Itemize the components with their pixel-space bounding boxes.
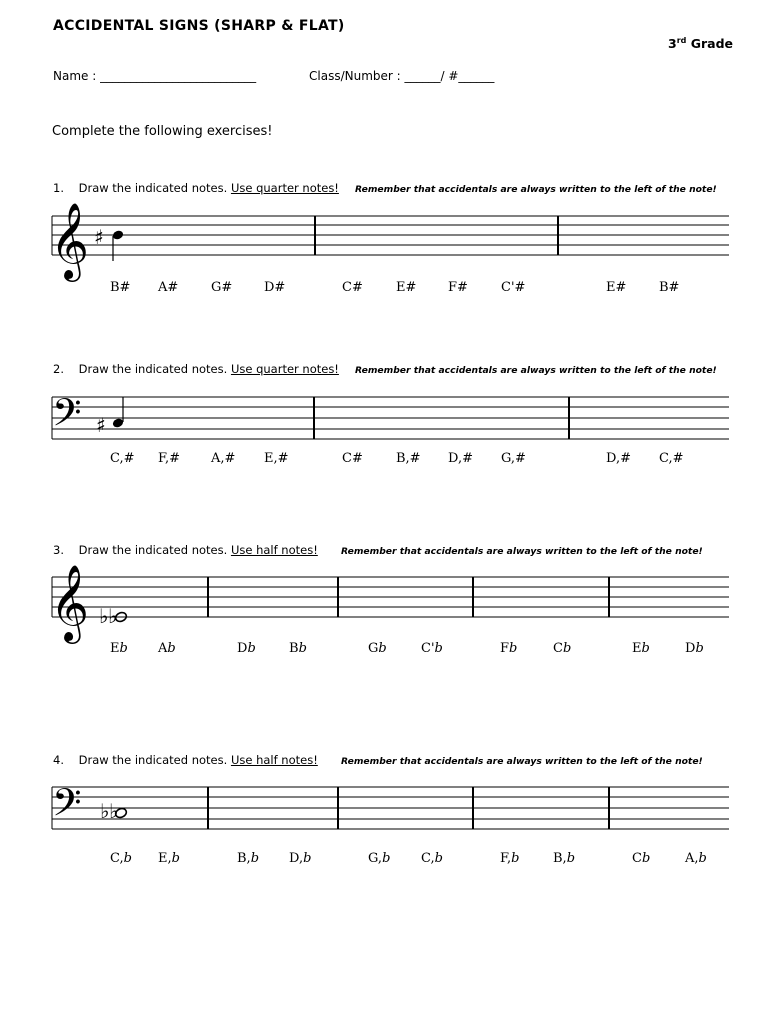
exercise-1-number: 1. [53, 181, 64, 195]
note-name-label [110, 641, 128, 656]
exercise-3-number: 3. [53, 543, 64, 557]
note-name-label [158, 851, 180, 866]
flat-mark: b [511, 851, 520, 866]
bass-clef-icon: 𝄢 [52, 780, 82, 834]
note-letter: C' [421, 641, 435, 656]
note-name-label [632, 851, 650, 866]
flat-mark: b [641, 851, 651, 866]
note-letter: B, [553, 851, 567, 866]
note-name-label [421, 851, 443, 866]
treble-clef-icon: 𝄞 [50, 202, 90, 279]
flat-icon: ♭ [99, 604, 109, 628]
note-name-label [368, 641, 387, 656]
exercise-4-emphasis: Use half notes! [230, 753, 318, 767]
note-name-label: E,# [264, 451, 289, 466]
exercise-3-emphasis: Use half notes! [230, 543, 318, 557]
note-name-label [632, 641, 650, 656]
grade-number: 3 [668, 36, 677, 52]
note-name-label: G# [211, 280, 233, 295]
exercise-2-emphasis: Use quarter notes! [230, 362, 339, 376]
flat-mark: b [434, 851, 443, 866]
grade-label [668, 36, 733, 51]
exercise-3-text: Draw the indicated notes. [78, 543, 228, 557]
worksheet-title: ACCIDENTAL SIGNS (SHARP & FLAT) [53, 18, 345, 34]
note-letter: F [500, 641, 510, 656]
class-number-field[interactable]: Class/Number : ______/ #______ [309, 69, 495, 83]
flat-mark: b [509, 641, 518, 656]
note-name-label: A,# [211, 451, 236, 466]
grade-suffix: rd [676, 36, 687, 45]
flat-mark: b [641, 641, 650, 656]
note-letter: E [632, 641, 642, 656]
note-name-label: B# [110, 280, 131, 295]
flat-mark: b [171, 851, 180, 866]
note-letter: D [237, 641, 248, 656]
note-name-label: B,# [396, 451, 421, 466]
note-letter: G, [368, 851, 383, 866]
note-name-label [685, 641, 704, 656]
note-name-label [237, 851, 259, 866]
flat-mark: b [562, 641, 572, 656]
exercise-4-instruction [53, 753, 318, 767]
note-name-label [500, 641, 517, 656]
note-name-label: E# [606, 280, 627, 295]
note-letter: C [632, 851, 642, 866]
exercise-3-reminder: Remember that accidentals are always written to the left of the note! [341, 546, 703, 557]
exercise-1-text: Draw the indicated notes. [78, 181, 228, 195]
grade-word: Grade [690, 36, 734, 52]
flat-mark: b [695, 641, 704, 656]
note-letter: C, [110, 851, 124, 866]
note-name-label [110, 851, 132, 866]
note-letter: E [110, 641, 120, 656]
sharp-icon: ♯ [94, 225, 104, 249]
flat-mark: b [247, 641, 256, 656]
note-name-label: F# [448, 280, 468, 295]
exercise-3-staff[interactable] [0, 555, 768, 645]
note-name-label [289, 851, 311, 866]
note-letter: F, [500, 851, 512, 866]
name-field[interactable]: Name : __________________________ [53, 69, 257, 83]
note-name-label: C'# [501, 280, 526, 295]
note-name-label [368, 851, 390, 866]
exercise-2-staff[interactable] [0, 380, 768, 450]
note-name-label [237, 641, 256, 656]
exercise-1-emphasis: Use quarter notes! [230, 181, 339, 195]
note-letter: B, [237, 851, 251, 866]
note-name-label [158, 641, 176, 656]
note-name-label [685, 851, 707, 866]
exercise-1-reminder: Remember that accidentals are always written to the left of the note! [355, 184, 717, 195]
exercise-4-reminder: Remember that accidentals are always written to the left of the note! [341, 756, 703, 767]
exercise-2-number: 2. [53, 362, 64, 376]
flat-mark: b [434, 641, 443, 656]
exercise-1-instruction [53, 181, 339, 195]
note-letter: G [368, 641, 379, 656]
note-letter: B [289, 641, 299, 656]
note-name-label: C,# [659, 451, 684, 466]
flat-mark: b [378, 641, 387, 656]
note-name-label [421, 641, 443, 656]
note-name-label: D,# [448, 451, 473, 466]
note-name-label: E# [396, 280, 417, 295]
flat-mark: b [382, 851, 391, 866]
flat-icon: ♭ [108, 604, 118, 628]
note-name-label: D,# [606, 451, 631, 466]
exercise-4-number: 4. [53, 753, 64, 767]
flat-mark: b [119, 641, 128, 656]
note-name-label [553, 851, 575, 866]
exercise-2-text: Draw the indicated notes. [78, 362, 228, 376]
flat-mark: b [298, 641, 307, 656]
note-name-label: F,# [158, 451, 181, 466]
flat-mark: b [167, 641, 176, 656]
flat-mark: b [123, 851, 132, 866]
flat-icon: ♭ [100, 799, 110, 823]
flat-icon: ♭ [109, 799, 119, 823]
note-name-label: D# [264, 280, 286, 295]
note-letter: A, [685, 851, 699, 866]
note-name-label: C# [342, 451, 363, 466]
note-name-label: B# [659, 280, 680, 295]
note-letter: D, [289, 851, 304, 866]
exercise-2-reminder: Remember that accidentals are always written to the left of the note! [355, 365, 717, 376]
note-letter: A [158, 641, 168, 656]
note-name-label: G,# [501, 451, 526, 466]
note-name-label: C# [342, 280, 363, 295]
note-name-label: C,# [110, 451, 135, 466]
bass-clef-icon: 𝄢 [52, 390, 82, 444]
note-name-label: A# [158, 280, 179, 295]
flat-mark: b [250, 851, 260, 866]
exercise-4-staff[interactable] [0, 770, 768, 840]
flat-mark: b [303, 851, 312, 866]
exercise-1-staff[interactable] [0, 195, 768, 285]
exercise-2-instruction [53, 362, 339, 376]
flat-mark: b [698, 851, 707, 866]
sharp-icon: ♯ [96, 413, 106, 437]
intro-text: Complete the following exercises! [52, 124, 273, 139]
note-letter: C [553, 641, 563, 656]
note-name-label [553, 641, 571, 656]
treble-clef-icon: 𝄞 [50, 564, 90, 641]
note-name-label [289, 641, 307, 656]
exercise-4-text: Draw the indicated notes. [78, 753, 228, 767]
note-name-label [500, 851, 519, 866]
note-letter: C, [421, 851, 435, 866]
flat-mark: b [566, 851, 576, 866]
note-letter: E, [158, 851, 172, 866]
note-letter: D [685, 641, 696, 656]
